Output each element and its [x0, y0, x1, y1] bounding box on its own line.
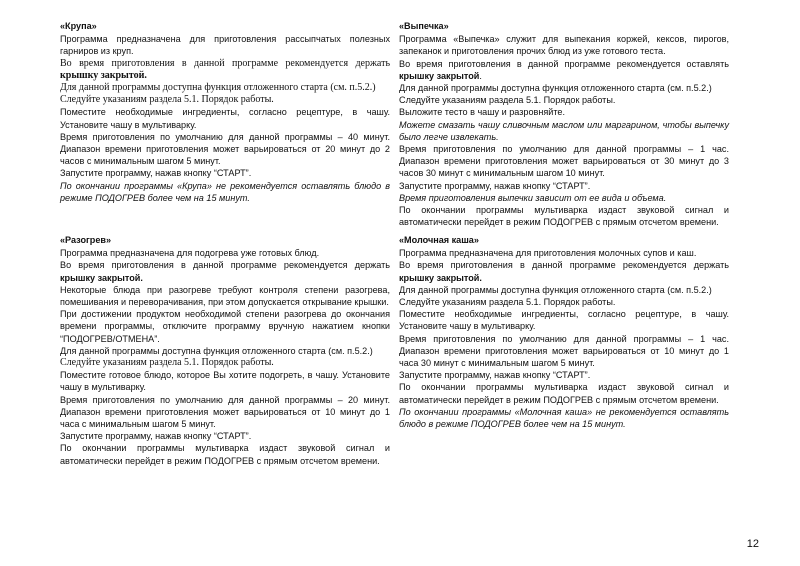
paragraph: Время приготовления по умолчанию для данной программы – 20 минут. Диапазон времени приготовления может варьироваться от 10 минут до 1 часа с минимальным шагом 5 минут. [60, 394, 390, 430]
note-paragraph: Время приготовления выпечки зависит от ее вида и объема. [399, 192, 667, 203]
section-title: «Молочная каша» [399, 235, 479, 245]
note-paragraph: По окончании программы «Молочная каша» не рекомендуется оставлять блюдо в режиме ПОДОГРЕВ более чем на 15 минут. [399, 406, 729, 430]
paragraph: Поместите готовое блюдо, которое Вы хотите подогреть, в чашу. Установите чашу в мультиварку. [60, 370, 390, 393]
paragraph: Время приготовления по умолчанию для данной программы – 40 минут. Диапазон времени приготовления может варьироваться от 20 минут до 2 часов с минимальным шагом 5 минут. [60, 131, 390, 167]
bold-text: крышку закрытой. [60, 272, 143, 283]
section-title: «Разогрев» [60, 235, 112, 245]
paragraph: Запустите программу, нажав кнопку “СТАРТ”. [60, 431, 252, 442]
paragraph: Следуйте указаниям раздела 5.1. Порядок работы. [399, 297, 616, 308]
paragraph: Во время приготовления в данной программе рекомендуется держать крышку закрытой. [60, 57, 390, 81]
bold-text: крышку закрытой. [60, 69, 147, 81]
section-krupa [60, 20, 390, 204]
paragraph: По окончании программы мультиварка издаст звуковой сигнал и автоматически перейдет в режим ПОДОГРЕВ с прямым отсчетом времени. [60, 443, 390, 466]
paragraph: Выложите тесто в чашу и разровняйте. [399, 107, 566, 118]
section-kasha [399, 234, 729, 430]
paragraph: Для данной программы доступна функция отложенного старта (см. п.5.2.) [60, 345, 373, 356]
section-title: «Выпечка» [399, 21, 449, 31]
page-number: 12 [746, 538, 759, 550]
paragraph: Время приготовления по умолчанию для данной программы – 1 час. Диапазон времени приготовления может варьироваться от 10 минут до 1 часа 30 минут с минимальным шагом 5 минут. [399, 333, 729, 369]
bold-text: крышку закрытой [399, 70, 480, 81]
paragraph: Следуйте указаниям раздела 5.1. Порядок работы. [399, 95, 616, 106]
paragraph: Для данной программы доступна функция отложенного старта (см. п.5.2.) [399, 284, 712, 295]
paragraph: Поместите необходимые ингредиенты, согласно рецептуре, в чашу. Установите чашу в мультиварку. [399, 309, 729, 332]
note-paragraph: Можете смазать чашу сливочным маслом или маргарином, чтобы выпечку было легче извлекать. [399, 119, 729, 142]
section-title: «Крупа» [60, 21, 97, 31]
paragraph: Запустите программу, нажав кнопку “СТАРТ”. [399, 370, 591, 381]
paragraph: Запустите программу, нажав кнопку “СТАРТ”. [399, 180, 591, 191]
paragraph: Программа предназначена для приготовления рассыпчатых полезных гарниров из круп. [60, 34, 390, 57]
paragraph: Следуйте указаниям раздела 5.1. Порядок работы. [60, 94, 274, 106]
section-vypechka [399, 20, 729, 228]
paragraph: Во время приготовления в данной программе рекомендуется держать крышку закрытой. [399, 260, 729, 283]
paragraph: Для данной программы доступна функция отложенного старта (см. п.5.2.) [60, 82, 376, 94]
paragraph: Во время приготовления в данной программе рекомендуется держать крышку закрытой. [60, 260, 390, 283]
section-razogrev [60, 234, 390, 467]
bold-text: крышку закрытой. [399, 272, 482, 283]
paragraph: Для данной программы доступна функция отложенного старта (см. п.5.2.) [399, 83, 712, 94]
paragraph: Программа «Выпечка» служит для выпекания коржей, кексов, пирогов, запеканок и приготовления прочих блюд из уже готового теста. [399, 34, 729, 57]
paragraph: По окончании программы мультиварка издаст звуковой сигнал и автоматически перейдет в режим ПОДОГРЕВ с прямым отсчетом времени. [399, 382, 729, 405]
paragraph: По окончании программы мультиварка издаст звуковой сигнал и автоматически перейдет в режим ПОДОГРЕВ с прямым отсчетом времени. [399, 205, 729, 228]
paragraph: Время приготовления по умолчанию для данной программы – 1 час. Диапазон времени приготовления может варьироваться от 30 минут до 3 часов 30 минут с минимальным шагом 10 минут. [399, 144, 729, 179]
note-paragraph: По окончании программы «Крупа» не рекомендуется оставлять блюдо в режиме ПОДОГРЕВ более чем на 15 минут. [60, 180, 390, 203]
paragraph: Поместите необходимые ингредиенты, согласно рецептуре, в чашу. Установите чашу в мультиварку. [60, 107, 390, 130]
paragraph: Запустите программу, нажав кнопку “СТАРТ”. [60, 168, 252, 179]
paragraph: Программа предназначена для приготовления молочных супов и каш. [399, 248, 697, 259]
paragraph: Программа предназначена для подогрева уже готовых блюд. [60, 248, 320, 259]
paragraph: Следуйте указаниям раздела 5.1. Порядок работы. [60, 357, 274, 369]
paragraph: Некоторые блюда при разогреве требуют контроля степени разогрева, помешивания и переворачивания, при этом допускается открывание крышки. [60, 284, 390, 308]
paragraph: При достижении продуктом необходимой степени разогрева до окончания времени программы, отключите программу вручную нажатием кнопки “ПОДОГРЕВ/ОТМЕНА”. [60, 309, 390, 344]
paragraph: Во время приготовления в данной программе рекомендуется оставлять крышку закрытой. [399, 58, 729, 81]
